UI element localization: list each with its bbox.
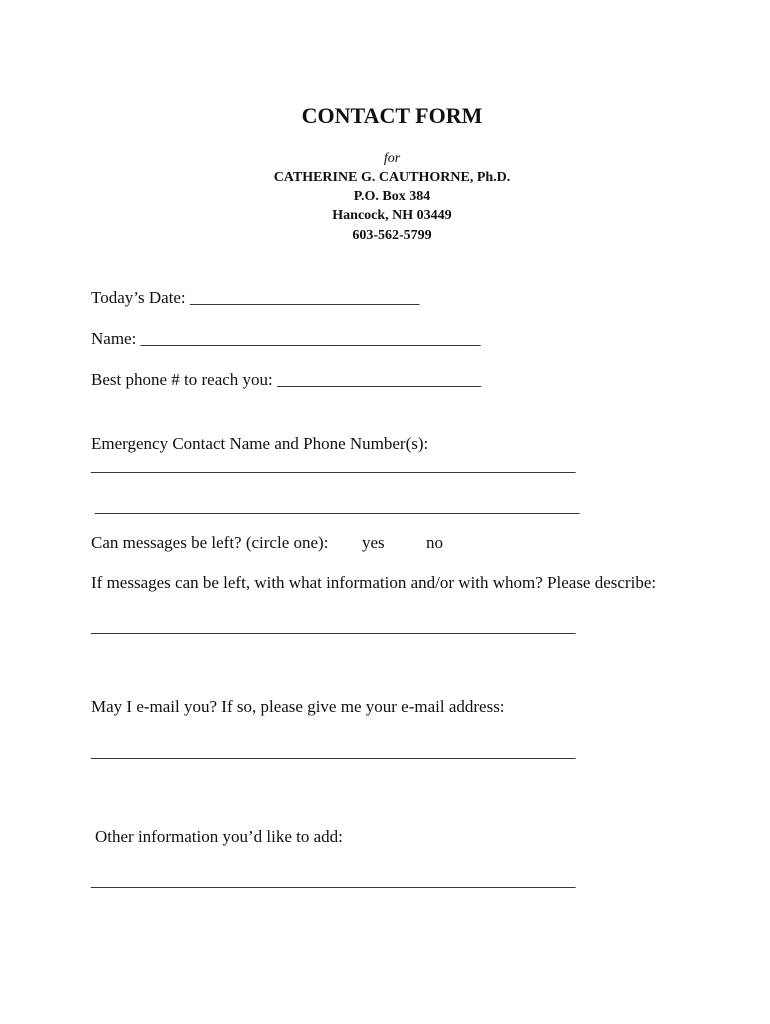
emergency-contact-line-1[interactable]: _________________________________________________________ — [91, 456, 576, 475]
messages-no-option[interactable]: no — [426, 533, 443, 552]
other-info-line[interactable]: _________________________________________________________ — [91, 871, 576, 890]
messages-yes-option[interactable]: yes — [362, 533, 385, 552]
messages-info-line[interactable]: _________________________________________________________ — [91, 617, 576, 636]
for-label: for — [383, 151, 401, 166]
other-info-label: Other information you’d like to add: — [95, 827, 343, 846]
email-label: May I e-mail you? If so, please give me your e-mail address: — [91, 697, 505, 716]
messages-question: Can messages be left? (circle one): — [91, 533, 329, 552]
name-field[interactable]: Name: ________________________________________ — [91, 329, 481, 348]
phone-field[interactable]: Best phone # to reach you: ________________________ — [91, 370, 482, 389]
form-title: CONTACT FORM — [301, 103, 483, 128]
practitioner-phone: 603-562-5799 — [352, 228, 432, 243]
practitioner-name: CATHERINE G. CAUTHORNE, Ph.D. — [273, 170, 511, 185]
messages-info-label: If messages can be left, with what information and/or with whom? Please describe: — [91, 573, 657, 592]
address-line-1: P.O. Box 384 — [353, 189, 431, 204]
emergency-contact-label: Emergency Contact Name and Phone Number(s): — [91, 434, 429, 453]
address-line-2: Hancock, NH 03449 — [332, 208, 452, 223]
date-field[interactable]: Today’s Date: ___________________________ — [91, 288, 420, 307]
emergency-contact-line-2[interactable]: _________________________________________________________ — [95, 497, 580, 516]
email-line[interactable]: _________________________________________________________ — [91, 742, 576, 761]
